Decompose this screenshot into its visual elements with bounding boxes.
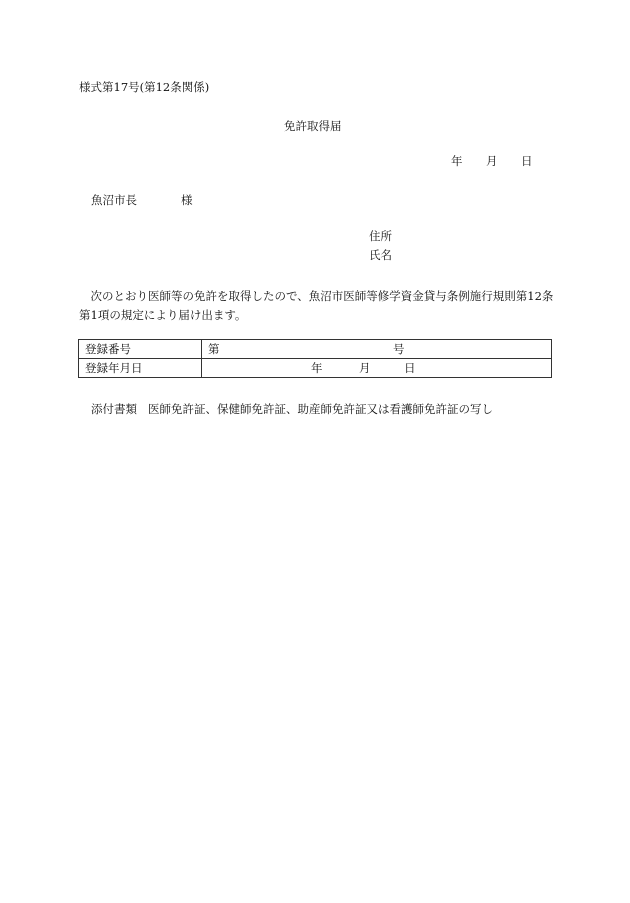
- registration-number-prefix: 第: [208, 342, 220, 356]
- address-label: 住所: [369, 229, 392, 243]
- registration-number-suffix: 号: [393, 342, 405, 356]
- addressee-honorific: 様: [181, 193, 193, 207]
- form-number: 様式第17号(第12条関係): [79, 80, 210, 94]
- body-text: 次のとおり医師等の免許を取得したので、魚沼市医師等修学資金貸与条例施行規則第12条第1項の規定により届け出ます。: [79, 289, 554, 322]
- registration-number-field: [202, 340, 552, 359]
- submission-date: [451, 156, 533, 168]
- name-label: 氏名: [369, 248, 392, 262]
- document-title: 免許取得届: [284, 119, 342, 133]
- date-day-label: 日: [521, 154, 533, 168]
- table-row: [79, 359, 552, 378]
- table-row: [79, 340, 552, 359]
- registration-year-label: 年: [311, 361, 323, 375]
- registration-month-label: 月: [359, 361, 371, 375]
- registration-number-label: 登録番号: [79, 340, 202, 359]
- addressee-name: 魚沼市長: [91, 193, 137, 207]
- registration-date-label: 登録年月日: [79, 359, 202, 378]
- attachments-content: 医師免許証、保健師免許証、助産師免許証又は看護師免許証の写し: [148, 402, 493, 416]
- registration-table: [78, 339, 552, 378]
- attachments: [91, 404, 493, 416]
- attachments-label: 添付書類: [91, 402, 137, 416]
- date-month-label: 月: [486, 154, 498, 168]
- addressee: [91, 195, 193, 207]
- registration-date-field: [202, 359, 552, 378]
- date-year-label: 年: [451, 154, 463, 168]
- registration-day-label: 日: [404, 361, 416, 375]
